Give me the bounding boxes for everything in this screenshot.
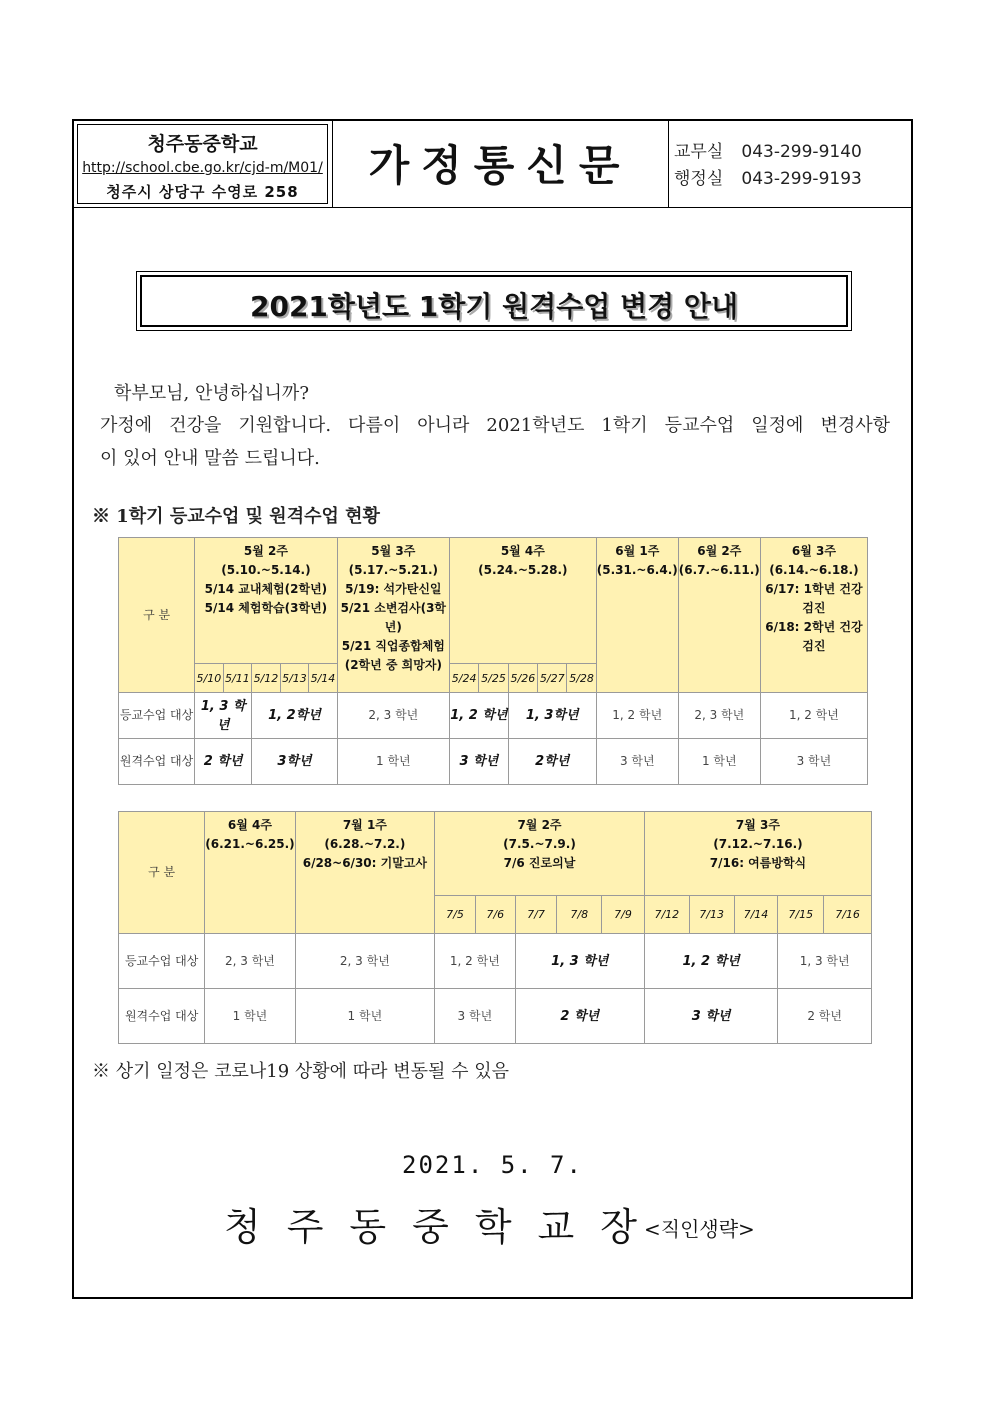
week-range: (7.5.~7.9.) bbox=[503, 837, 576, 851]
week-range: (5.10.~5.14.) bbox=[221, 563, 311, 577]
week-event: 6/28~6/30: 기말고사 bbox=[302, 856, 427, 870]
week-event: 7/6 진로의날 bbox=[503, 856, 576, 870]
day-cell: 5/13 bbox=[280, 664, 309, 693]
grade-cell: 2 학년 bbox=[515, 989, 644, 1044]
week-range: (6.14.~6.18.) bbox=[769, 563, 859, 577]
grade-cell: 1, 3학년 bbox=[508, 693, 596, 739]
grade-cell: 1, 2 학년 bbox=[644, 934, 777, 989]
contact-label: 교무실 bbox=[674, 142, 724, 162]
row-label-school: 등교수업 대상 bbox=[119, 693, 195, 739]
week-event: 5/14 교내체험(2학년) bbox=[204, 582, 328, 596]
grade-cell: 1, 2 학년 bbox=[760, 693, 867, 739]
grade-cell: 1, 2 학년 bbox=[449, 693, 508, 739]
grade-cell: 2, 3 학년 bbox=[205, 934, 295, 989]
day-cell: 7/5 bbox=[435, 896, 476, 934]
day-cell: 5/24 bbox=[449, 664, 478, 693]
week-event: 5/14 체험학습(3학년) bbox=[204, 601, 328, 615]
week-event: 6/17: 1학년 건강검진 bbox=[765, 582, 863, 615]
week-range: (6.7.~6.11.) bbox=[678, 563, 760, 577]
doc-title-box bbox=[136, 271, 852, 331]
day-cell: 5/28 bbox=[567, 664, 596, 693]
grade-cell: 1, 2학년 bbox=[252, 693, 338, 739]
day-cell: 5/12 bbox=[252, 664, 281, 693]
day-cell: 5/10 bbox=[195, 664, 224, 693]
school-address: 청주시 상당구 수영로 258 bbox=[106, 183, 299, 201]
grade-cell: 3 학년 bbox=[596, 739, 678, 785]
issue-date: 2021. 5. 7. bbox=[402, 1151, 583, 1179]
school-info-box bbox=[74, 121, 333, 207]
day-cell: 7/8 bbox=[557, 896, 602, 934]
body-text-line: 이 있어 안내 말씀 드립니다. bbox=[100, 448, 320, 469]
grade-cell: 1, 3 학년 bbox=[515, 934, 644, 989]
week-header bbox=[596, 538, 678, 693]
contact-phone: 043-299-9140 bbox=[741, 142, 862, 162]
day-cell: 7/14 bbox=[734, 896, 778, 934]
row-label-school: 등교수업 대상 bbox=[119, 934, 205, 989]
week-title: 5월 3주 bbox=[371, 544, 416, 558]
week-title: 7월 3주 bbox=[735, 818, 780, 832]
grade-cell: 1 학년 bbox=[295, 989, 434, 1044]
day-cell: 5/27 bbox=[538, 664, 567, 693]
school-name: 청주동중학교 bbox=[147, 133, 258, 155]
corner-header: 구 분 bbox=[119, 812, 205, 934]
week-range: (6.28.~7.2.) bbox=[324, 837, 406, 851]
greeting: 학부모님, 안녕하십니까? bbox=[114, 383, 309, 404]
schedule-table-1 bbox=[118, 537, 868, 785]
schedule-table-2 bbox=[118, 811, 872, 1044]
week-range: (5.17.~5.21.) bbox=[348, 563, 438, 577]
doc-title: 2021학년도 1학기 원격수업 변경 안내 bbox=[249, 290, 739, 323]
day-cell: 5/14 bbox=[309, 664, 338, 693]
week-title: 7월 2주 bbox=[517, 818, 562, 832]
contact-box bbox=[674, 139, 904, 193]
day-cell: 7/16 bbox=[824, 896, 872, 934]
letterhead-title-box bbox=[332, 121, 669, 207]
grade-cell: 3학년 bbox=[252, 739, 338, 785]
grade-cell: 3 학년 bbox=[760, 739, 867, 785]
doc-title-inner bbox=[140, 275, 848, 327]
week-title: 6월 4주 bbox=[227, 818, 272, 832]
grade-cell: 2, 3 학년 bbox=[295, 934, 434, 989]
grade-cell: 1 학년 bbox=[205, 989, 295, 1044]
week-range: (5.24.~5.28.) bbox=[478, 563, 568, 577]
week-title: 7월 1주 bbox=[342, 818, 387, 832]
grade-cell: 3 학년 bbox=[449, 739, 508, 785]
contact-phone: 043-299-9193 bbox=[741, 169, 862, 189]
week-title: 6월 3주 bbox=[791, 544, 836, 558]
week-header bbox=[205, 812, 295, 934]
day-cell: 7/6 bbox=[475, 896, 515, 934]
letterhead-title: 가정통신문 bbox=[368, 141, 632, 190]
week-title: 5월 2주 bbox=[243, 544, 288, 558]
week-event: 5/19: 석가탄신일 bbox=[345, 582, 442, 596]
grade-cell: 1 학년 bbox=[678, 739, 760, 785]
row-label-remote: 원격수업 대상 bbox=[119, 739, 195, 785]
week-header bbox=[435, 812, 645, 896]
grade-cell: 1, 2 학년 bbox=[596, 693, 678, 739]
contact-line bbox=[674, 139, 904, 166]
week-header bbox=[295, 812, 434, 934]
day-cell: 7/15 bbox=[778, 896, 824, 934]
school-url-link[interactable]: http://school.cbe.go.kr/cjd-m/M01/ bbox=[82, 160, 323, 176]
body-text-line: 가정에 건강을 기원합니다. 다름이 아니라 2021학년도 1학기 등교수업 일정에 변경사항 bbox=[100, 415, 890, 436]
week-event: 5/21 소변검사(3학년) bbox=[340, 601, 447, 634]
footnote: ※ 상기 일정은 코로나19 상황에 따라 변동될 수 있음 bbox=[92, 1061, 510, 1082]
week-title: 6월 1주 bbox=[615, 544, 660, 558]
week-header bbox=[760, 538, 867, 693]
week-header bbox=[195, 538, 338, 664]
grade-cell: 2 학년 bbox=[195, 739, 252, 785]
day-cell: 5/25 bbox=[479, 664, 508, 693]
grade-cell: 3 학년 bbox=[435, 989, 516, 1044]
week-header bbox=[337, 538, 449, 693]
grade-cell: 2 학년 bbox=[778, 989, 872, 1044]
grade-cell: 1, 3 학년 bbox=[778, 934, 872, 989]
week-range: (6.21.~6.25.) bbox=[205, 837, 295, 851]
grade-cell: 2, 3 학년 bbox=[337, 693, 449, 739]
grade-cell: 2학년 bbox=[508, 739, 596, 785]
principal-signature: 청주동중학교장 bbox=[224, 1205, 663, 1249]
section-heading: ※ 1학기 등교수업 및 원격수업 현황 bbox=[92, 506, 380, 527]
document-frame bbox=[72, 119, 913, 1299]
week-header bbox=[449, 538, 596, 664]
week-event: 5/21 직업종합체험 bbox=[341, 639, 445, 653]
school-info-inner bbox=[77, 124, 328, 204]
day-cell: 7/7 bbox=[515, 896, 557, 934]
week-title: 6월 2주 bbox=[697, 544, 742, 558]
grade-cell: 1, 3 학년 bbox=[195, 693, 252, 739]
day-cell: 7/9 bbox=[602, 896, 645, 934]
seal-omitted-note: <직인생략> bbox=[644, 1217, 755, 1241]
week-range: (5.31.~6.4.) bbox=[596, 563, 678, 577]
corner-header: 구 분 bbox=[119, 538, 195, 693]
day-cell: 7/12 bbox=[644, 896, 689, 934]
letterhead bbox=[74, 121, 911, 208]
grade-cell: 1 학년 bbox=[337, 739, 449, 785]
contact-line bbox=[674, 166, 904, 193]
week-header bbox=[644, 812, 871, 896]
week-event: 7/16: 여름방학식 bbox=[709, 856, 807, 870]
week-title: 5월 4주 bbox=[500, 544, 545, 558]
week-header bbox=[678, 538, 760, 693]
week-event: (2학년 중 희망자) bbox=[344, 658, 442, 672]
week-range: (7.12.~7.16.) bbox=[713, 837, 803, 851]
contact-label: 행정실 bbox=[674, 169, 724, 189]
day-cell: 5/26 bbox=[508, 664, 537, 693]
grade-cell: 3 학년 bbox=[644, 989, 777, 1044]
grade-cell: 1, 2 학년 bbox=[435, 934, 516, 989]
week-event: 6/18: 2학년 건강검진 bbox=[765, 620, 863, 653]
grade-cell: 2, 3 학년 bbox=[678, 693, 760, 739]
day-cell: 5/11 bbox=[223, 664, 252, 693]
day-cell: 7/13 bbox=[689, 896, 734, 934]
row-label-remote: 원격수업 대상 bbox=[119, 989, 205, 1044]
